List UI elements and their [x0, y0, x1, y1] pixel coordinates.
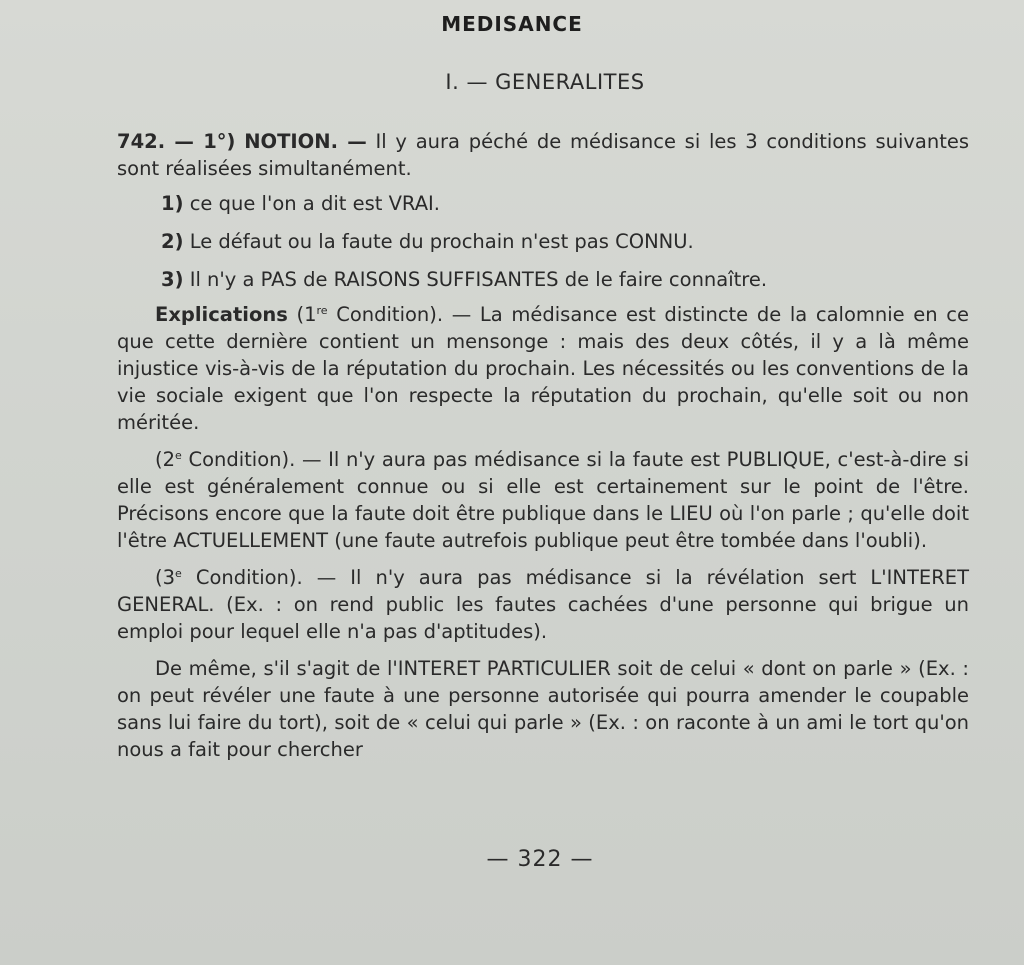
list-item: [161, 228, 969, 255]
explications-paragraph: [117, 301, 969, 436]
condition-number: 1): [161, 192, 184, 215]
list-item: [161, 266, 969, 293]
de-meme-text: De même, s'il s'agit de l'INTERET PARTICULIER soit de celui « dont on parle » (Ex. : on peut révéler une faute à une personne autorisée qui pourra amender le coupable sans lui faire du tort), soit de « celui qui parle » (Ex. : on raconte à un ami le tort qu'on nous a fait pour chercher: [117, 657, 969, 761]
condition-ref-close: Condition).: [195, 566, 303, 589]
condition-ref-open: (1: [296, 303, 317, 326]
conditions-list: [117, 190, 969, 293]
condition-ref-ordinal: e: [175, 567, 182, 580]
condition-ref-ordinal: re: [316, 304, 328, 317]
explications-label: Explications: [155, 303, 288, 326]
condition-ref-open: (2: [155, 448, 176, 471]
condition-text: Le défaut ou la faute du prochain n'est pas CONNU.: [189, 230, 694, 253]
condition-ref: [297, 303, 444, 326]
page-body: [117, 128, 969, 763]
condition-ref-open: (3: [155, 566, 176, 589]
condition-ref-close: Condition).: [336, 303, 444, 326]
condition-3-text: — Il n'y aura pas médisance si la révélation sert L'INTERET GENERAL. (Ex. : on rend public les fautes cachées d'une personne qui brigue un emploi pour lequel elle n'a pas d'aptitudes).: [117, 566, 969, 643]
condition-number: 2): [161, 230, 184, 253]
condition-number: 3): [161, 268, 184, 291]
condition-3-paragraph: [117, 564, 969, 645]
notion-label: NOTION. —: [244, 130, 367, 153]
de-meme-paragraph: [117, 655, 969, 763]
condition-2-paragraph: [117, 446, 969, 554]
paragraph-number: 742. — 1°): [117, 130, 236, 153]
condition-ref-ordinal: e: [175, 449, 182, 462]
condition-ref: [155, 566, 303, 589]
explications-text: — La médisance est distincte de la calomnie en ce que cette dernière contient un mensonge : mais des deux côtés, il y a là même injustice vis-à-vis de la réputation du prochain. Les nécessités ou les conventions de la vie sociale exigent que l'on respecte la réputation du prochain, qu'elle soit ou non méritée.: [117, 303, 970, 434]
condition-2-text: — Il n'y aura pas médisance si la faute est PUBLIQUE, c'est-à-dire si elle est généralement connue ou si elle est certainement sur le point de l'être. Précisons encore que la faute doit être publique dans le LIEU où l'on parle ; qu'elle doit l'être ACTUELLEMENT (une faute autrefois publique peut être tombée dans l'oubli).: [117, 448, 970, 552]
page-number: — 322 —: [486, 847, 594, 872]
condition-ref: [155, 448, 295, 471]
condition-ref-close: Condition).: [188, 448, 296, 471]
condition-text: Il n'y a PAS de RAISONS SUFFISANTES de le faire connaître.: [189, 268, 768, 291]
notion-text: Il y aura péché de médisance si les 3 conditions suivantes sont réalisées simultanément.: [117, 130, 970, 180]
condition-text: ce que l'on a dit est VRAI.: [189, 192, 440, 215]
page-title: MEDISANCE: [441, 12, 583, 36]
section-heading: I. — GENERALITES: [445, 70, 645, 94]
notion-paragraph: [117, 128, 969, 182]
list-item: [161, 190, 969, 217]
